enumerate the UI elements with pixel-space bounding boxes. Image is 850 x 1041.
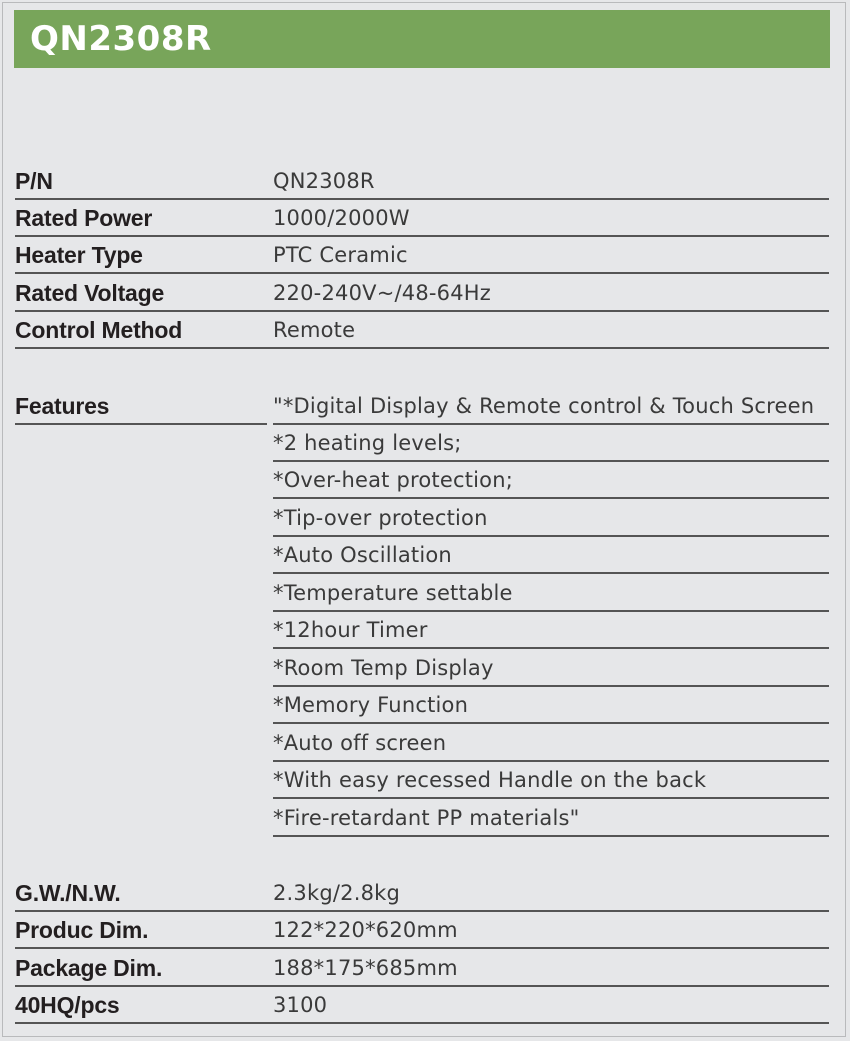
feature-row <box>0 725 850 762</box>
feature-row <box>0 800 850 837</box>
spec-row-gw-nw <box>0 875 850 912</box>
feature-row <box>0 687 850 724</box>
spec-value: 1000/2000W <box>273 206 410 230</box>
feature-item: *With easy recessed Handle on the back <box>273 768 707 792</box>
spec-row-control-method <box>0 312 850 349</box>
spec-value: 3100 <box>273 993 328 1017</box>
spec-label: Produc Dim. <box>15 917 149 943</box>
spec-value: PTC Ceramic <box>273 243 408 267</box>
row-divider <box>273 797 829 799</box>
feature-row <box>0 425 850 462</box>
feature-item: *Memory Function <box>273 693 469 717</box>
spec-row-product-dim <box>0 912 850 949</box>
spec-row-rated-voltage <box>0 275 850 312</box>
feature-row <box>0 575 850 612</box>
feature-item: *Room Temp Display <box>273 656 494 680</box>
feature-item: *Auto Oscillation <box>273 543 452 567</box>
feature-row <box>0 537 850 574</box>
spec-value: 220-240V~/48-64Hz <box>273 281 492 305</box>
feature-row <box>0 388 850 425</box>
feature-row <box>0 500 850 537</box>
feature-item: *12hour Timer <box>273 618 428 642</box>
row-divider <box>15 1022 829 1024</box>
spec-row-heater-type <box>0 237 850 274</box>
spec-label: G.W./N.W. <box>15 880 121 906</box>
spec-value: 2.3kg/2.8kg <box>273 881 401 905</box>
spec-row-40hq <box>0 987 850 1024</box>
feature-row <box>0 462 850 499</box>
spec-row-rated-power <box>0 200 850 237</box>
title-banner <box>14 10 830 68</box>
row-divider <box>15 272 829 274</box>
product-title: QN2308R <box>30 19 212 59</box>
feature-item: *Fire-retardant PP materials" <box>273 806 580 830</box>
spec-row-package-dim <box>0 950 850 987</box>
feature-row <box>0 650 850 687</box>
row-divider <box>15 947 829 949</box>
spec-label: 40HQ/pcs <box>15 992 120 1018</box>
spec-value: Remote <box>273 318 356 342</box>
spec-label: Package Dim. <box>15 955 163 981</box>
spec-value: QN2308R <box>273 169 375 193</box>
spec-label: Heater Type <box>15 242 143 268</box>
feature-item: *2 heating levels; <box>273 431 462 455</box>
spec-label: Rated Voltage <box>15 280 165 306</box>
row-divider <box>273 647 829 649</box>
row-divider <box>273 722 829 724</box>
row-divider <box>273 835 829 837</box>
feature-item: *Temperature settable <box>273 581 513 605</box>
row-divider <box>273 572 829 574</box>
spec-row-pn <box>0 163 850 200</box>
spec-label: P/N <box>15 168 53 194</box>
spec-label: Control Method <box>15 317 183 343</box>
features-label: Features <box>15 393 110 419</box>
spec-value: 188*175*685mm <box>273 956 458 980</box>
spec-label: Rated Power <box>15 205 153 231</box>
feature-row <box>0 612 850 649</box>
feature-item: *Tip-over protection <box>273 506 488 530</box>
row-divider <box>15 347 829 349</box>
row-divider <box>273 497 829 499</box>
feature-item: *Over-heat protection; <box>273 468 514 492</box>
feature-row <box>0 762 850 799</box>
feature-item: *Auto off screen <box>273 731 447 755</box>
spec-value: 122*220*620mm <box>273 918 458 942</box>
feature-item: "*Digital Display & Remote control & Touch Screen <box>273 394 815 418</box>
